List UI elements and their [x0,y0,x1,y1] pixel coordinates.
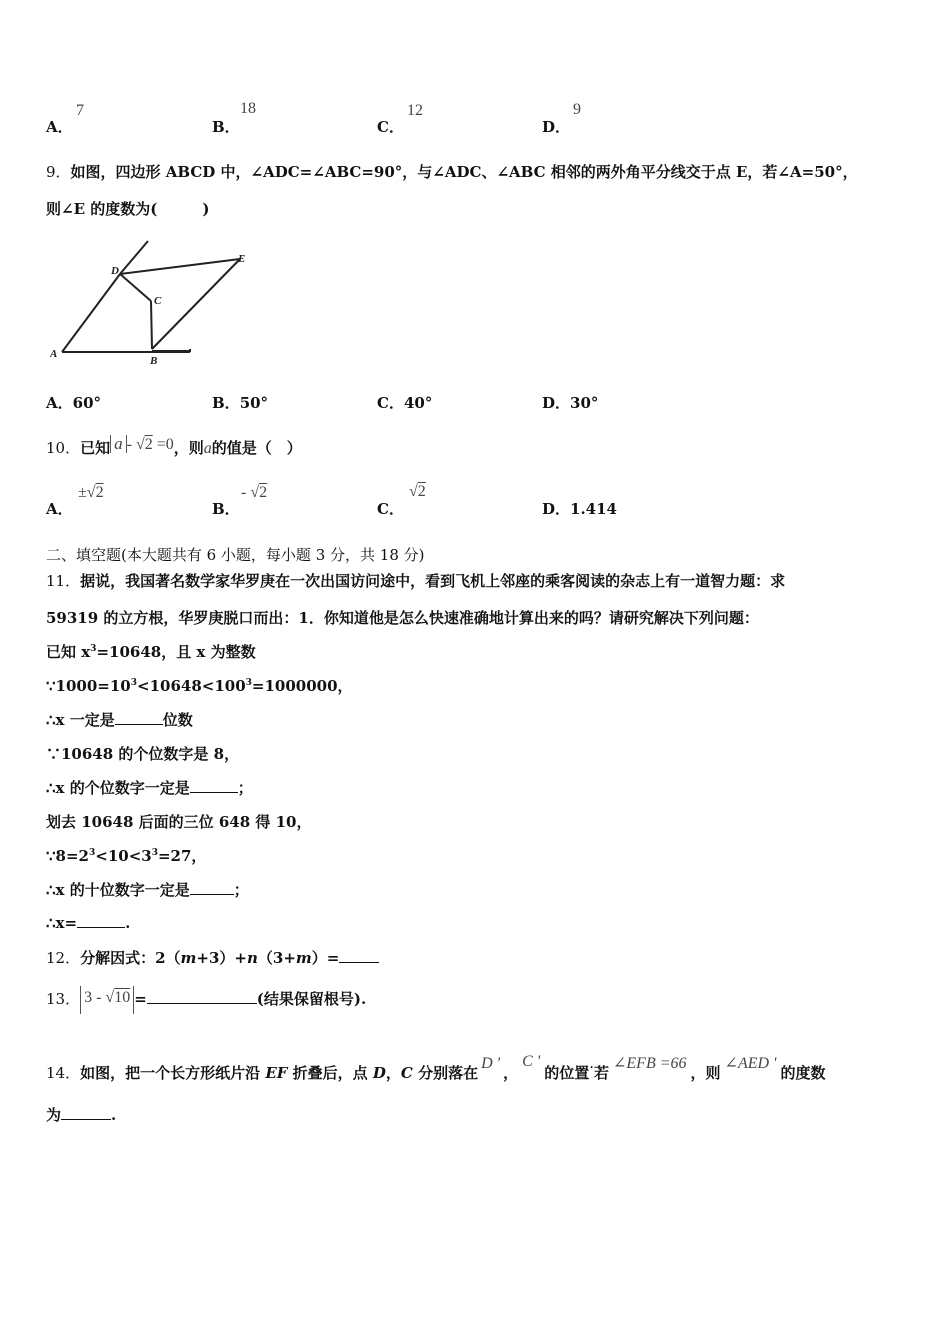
q10-option-b-label: B． [212,500,240,518]
q11-line2: 59319 的立方根，华罗庚脱口而出：1．你知道他是怎么快速准确地计算出来的吗？请研究解决下列问题： [46,609,759,627]
q9-line-de [120,259,240,274]
q8-option-b-value: 18 [240,100,256,117]
q9-figure [50,236,260,371]
q9-label-a: A [50,348,58,360]
q14-angle-efb: ∠EFB =66 [613,1055,687,1072]
q8-option-d-label: D． [542,118,571,136]
q10-option-a-value: ±√2 [78,484,104,501]
q13-blank[interactable] [147,989,257,1004]
q8-option-c-value: 12 [407,102,423,119]
q9-line-d-extension [120,241,148,274]
q10-abs-a: a [110,435,127,453]
q10-number: 10． [46,439,81,457]
q8-option-c-label: C． [377,118,404,136]
q10-option-b-value: - √2 [241,484,268,501]
q10-var: a [203,440,212,457]
q11-line7: ∴x 的个位数字一定是 ； [46,779,253,797]
q11-line5: ∴x 一定是 位数 [46,711,193,729]
q9-line1 [46,161,858,182]
q9-label-c: C [154,295,162,307]
q8-option-a-value: 7 [76,102,84,119]
q9-label-e: E [238,253,246,265]
q11-line1: 11．据说，我国著名数学家华罗庚在一次出国访问途中，看到飞机上邻座的乘客阅读的杂志上有一道智力题：求 [46,572,786,590]
q9-text2: 则∠E 的度数为( ) [46,200,210,218]
q11-blank-tens-digit[interactable] [190,880,234,895]
q9-option-b: B．50° [212,394,269,412]
q10-sqrt-2: 2 [144,436,153,453]
q12-number: 12． [46,949,81,967]
q10-pre: 已知 [80,439,111,457]
q11-number: 11． [46,572,81,590]
q11-line6: ∵10648 的个位数字是 8， [46,745,240,763]
q9-line-be [152,259,240,349]
q10-option-c-value: √2 [409,483,426,500]
q12-blank[interactable] [339,948,379,963]
q8-option-a-label: A． [46,118,73,136]
q14-blank[interactable] [61,1105,111,1120]
q13-abs-expression: 3 - √10 [80,986,134,1014]
q14-c-prime: C ' [522,1053,541,1070]
q8-option-b-label: B． [212,118,240,136]
q11-line3: 已知 $x^3=10648$，且 x 为整数 [46,643,256,661]
q9-label-d: D [111,265,119,277]
q10-line: 10．已知 a - √2 =0，则a的值是（ ） [46,434,302,457]
q11-blank-digits[interactable] [115,710,163,725]
q14-number: 14． [46,1064,81,1082]
q10-option-a-label: A． [46,500,73,518]
q11-line9: $\because 8=2^3<10<3^3=27$， [46,847,207,865]
q9-line-dc [120,274,151,301]
q11-line10: ∴x 的十位数字一定是 ； [46,881,249,899]
q14-angle-aed: ∠AED ' [724,1055,777,1072]
q9-text1: 如图，四边形 ABCD 中，∠ADC=∠ABC=90°，与∠ADC、∠ABC 相邻的两外角平分线交于点 E，若∠A=50°， [70,163,858,181]
q9-option-c: C．40° [377,394,433,412]
q9-line-ad [62,274,120,352]
q10-equation: a - √2 =0 [110,436,174,453]
q14-line2: 为 . [46,1106,117,1124]
q10-option-d: D．1.414 [542,500,617,518]
q14-d-prime: D ' [481,1055,501,1072]
q9-number: 9． [46,163,71,181]
q9-line-cb [151,301,152,349]
q11-blank-x[interactable] [77,913,125,928]
q10-option-c-label: C． [377,500,404,518]
q11-line11: ∴x= . [46,914,131,932]
q9-option-a: A．60° [46,394,102,412]
q12-line: 12．分解因式：2（m+3）+n（3+m）= [46,947,379,968]
q11-line8: 划去 10648 后面的三位 648 得 10， [46,813,312,831]
section2-title: 二、填空题(本大题共有 6 小题，每小题 3 分，共 18 分) [46,546,425,564]
q13-line: 13． 3 - √10 = (结果保留根号). [46,983,366,1015]
q14-line1: 14．如图，把一个长方形纸片沿 EF 折叠后，点 D，C 分别落在D '，C '的位置·若∠EFB =66，则∠AED '的度数 [46,1053,826,1082]
q9-option-d: D．30° [542,394,599,412]
q13-number: 13． [46,990,81,1008]
q11-blank-units-digit[interactable] [190,778,238,793]
q11-line4: $\because 1000=10^3<10648<100^3=1000000$， [46,677,353,695]
q9-label-b: B [150,355,158,367]
q8-option-d-value: 9 [573,101,581,118]
